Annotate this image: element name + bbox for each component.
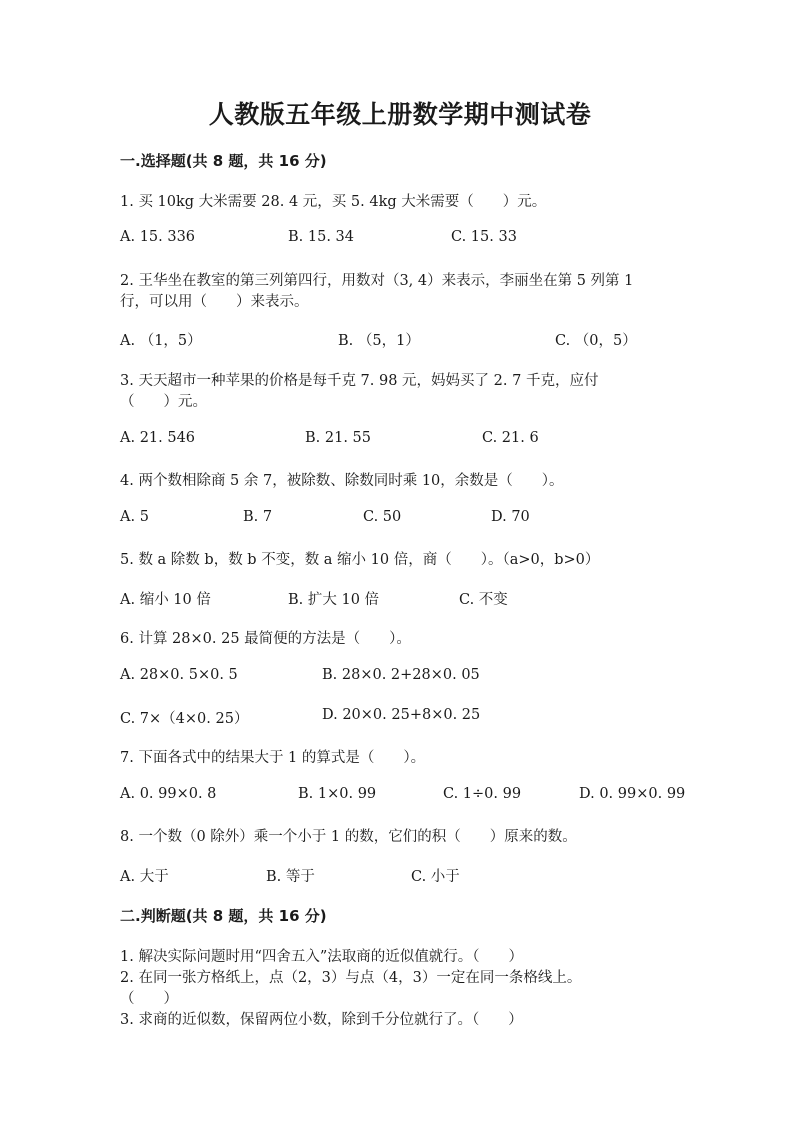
question-2-option-a: A. （1，5） [120,333,202,349]
question-2-text: 2. 王华坐在教室的第三列第四行，用数对（3, 4）来表示，李丽坐在第 5 列第 1 [120,273,634,289]
page-title: 人教版五年级上册数学期中测试卷 [208,100,592,129]
question-2-option-b: B. （5，1） [338,333,420,349]
question-7-text: 7. 下面各式中的结果大于 1 的算式是（ ）。 [120,750,426,766]
section-heading-choice: 一.选择题(共 8 题，共 16 分) [120,152,327,170]
question-3-option-c: C. 21. 6 [482,430,539,446]
question-1-option-a: A. 15. 336 [120,229,196,245]
question-6-option-c: C. 7×（4×0. 25） [120,711,249,727]
question-1-text: 1. 买 10kg 大米需要 28. 4 元，买 5. 4kg 大米需要（ ）元。 [120,194,547,210]
question-5-option-b: B. 扩大 10 倍 [288,592,380,608]
question-1-option-b: B. 15. 34 [288,229,354,245]
question-3-option-b: B. 21. 55 [305,430,371,446]
question-7-option-c: C. 1÷0. 99 [443,786,522,802]
question-4-option-d: D. 70 [491,509,530,525]
question-4-option-a: A. 5 [120,509,149,525]
question-4-option-c: C. 50 [363,509,402,525]
question-6-option-b: B. 28×0. 2+28×0. 05 [322,667,480,683]
question-8-option-a: A. 大于 [120,869,169,885]
question-6-option-d: D. 20×0. 25+8×0. 25 [322,707,481,723]
question-3-text: 3. 天天超市一种苹果的价格是每千克 7. 98 元，妈妈买了 2. 7 千克，应付 [120,373,599,389]
question-7-option-d: D. 0. 99×0. 99 [579,786,686,802]
question-1-option-c: C. 15. 33 [451,229,517,245]
question-3-option-a: A. 21. 546 [120,430,196,446]
question-4-text: 4. 两个数相除商 5 余 7，被除数、除数同时乘 10，余数是（ ）。 [120,473,564,489]
question-2-option-c: C. （0，5） [555,333,637,349]
question-7-option-a: A. 0. 99×0. 8 [120,786,217,802]
question-8-option-b: B. 等于 [266,869,315,885]
question-8-option-c: C. 小于 [411,869,460,885]
judgement-2-text-cont: （ ） [120,991,178,1007]
question-4-option-b: B. 7 [243,509,273,525]
question-3-text-cont: （ ）元。 [120,394,207,410]
question-2-text-cont: 行，可以用（ ）来表示。 [120,294,309,310]
section-heading-judgement: 二.判断题(共 8 题，共 16 分) [120,907,327,925]
question-5-option-a: A. 缩小 10 倍 [120,592,211,608]
judgement-2-text: 2. 在同一张方格纸上，点（2，3）与点（4，3）一定在同一条格线上。 [120,970,582,986]
question-8-text: 8. 一个数（0 除外）乘一个小于 1 的数，它们的积（ ）原来的数。 [120,829,577,845]
question-6-option-a: A. 28×0. 5×0. 5 [120,667,238,683]
question-5-text: 5. 数 a 除数 b，数 b 不变，数 a 缩小 10 倍，商（ ）。（a>0，b>0） [120,552,600,568]
question-7-option-b: B. 1×0. 99 [298,786,377,802]
judgement-3-text: 3. 求商的近似数，保留两位小数，除到千分位就行了。（ ） [120,1012,523,1028]
judgement-1-text: 1. 解决实际问题时用“四舍五入”法取商的近似值就行。（ ） [120,949,524,965]
question-6-text: 6. 计算 28×0. 25 最简便的方法是（ ）。 [120,631,411,647]
question-5-option-c: C. 不变 [459,592,508,608]
